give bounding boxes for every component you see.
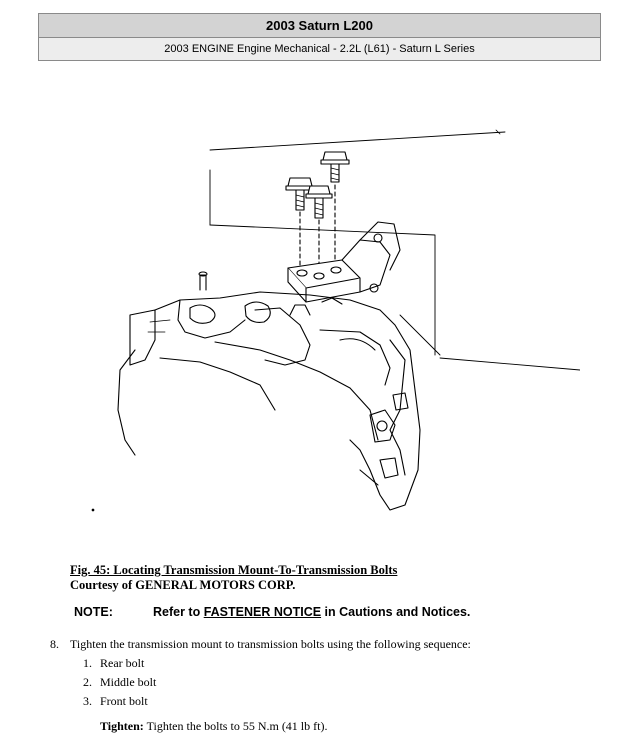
tighten-text: Tighten the bolts to 55 N.m (41 lb ft). [143, 719, 328, 733]
note-label: NOTE: [74, 605, 113, 619]
step-number: 8. [50, 637, 59, 651]
list-item-text: Rear bolt [100, 656, 145, 670]
list-item-text: Middle bolt [100, 675, 157, 689]
header-title: 2003 Saturn L200 [39, 14, 600, 38]
note-text [153, 605, 470, 619]
fastener-notice-link[interactable]: FASTENER NOTICE [203, 605, 322, 619]
figure-courtesy: Courtesy of GENERAL MOTORS CORP. [70, 578, 296, 592]
header-subtitle: 2003 ENGINE Engine Mechanical - 2.2L (L61) - Saturn L Series [39, 38, 600, 60]
figure-caption: Fig. 45: Locating Transmission Mount-To-Transmission Bolts [70, 563, 398, 577]
list-item-number: 3. [83, 694, 92, 708]
transmission-mount [288, 222, 400, 302]
note-suffix: in Cautions and Notices. [321, 605, 471, 619]
tighten-label: Tighten: [100, 719, 144, 733]
page-header [38, 13, 601, 61]
transmission-mount-illustration [60, 110, 580, 550]
bolt-front [321, 152, 349, 182]
list-item-text: Front bolt [100, 694, 148, 708]
list-item-number: 1. [83, 656, 92, 670]
engine-block [118, 272, 420, 510]
list-item-number: 2. [83, 675, 92, 689]
note-prefix: Refer to [153, 605, 204, 619]
tighten-spec [100, 719, 327, 734]
step-text: Tighten the transmission mount to transmission bolts using the following sequence: [70, 637, 471, 651]
bolt-middle [306, 186, 332, 218]
